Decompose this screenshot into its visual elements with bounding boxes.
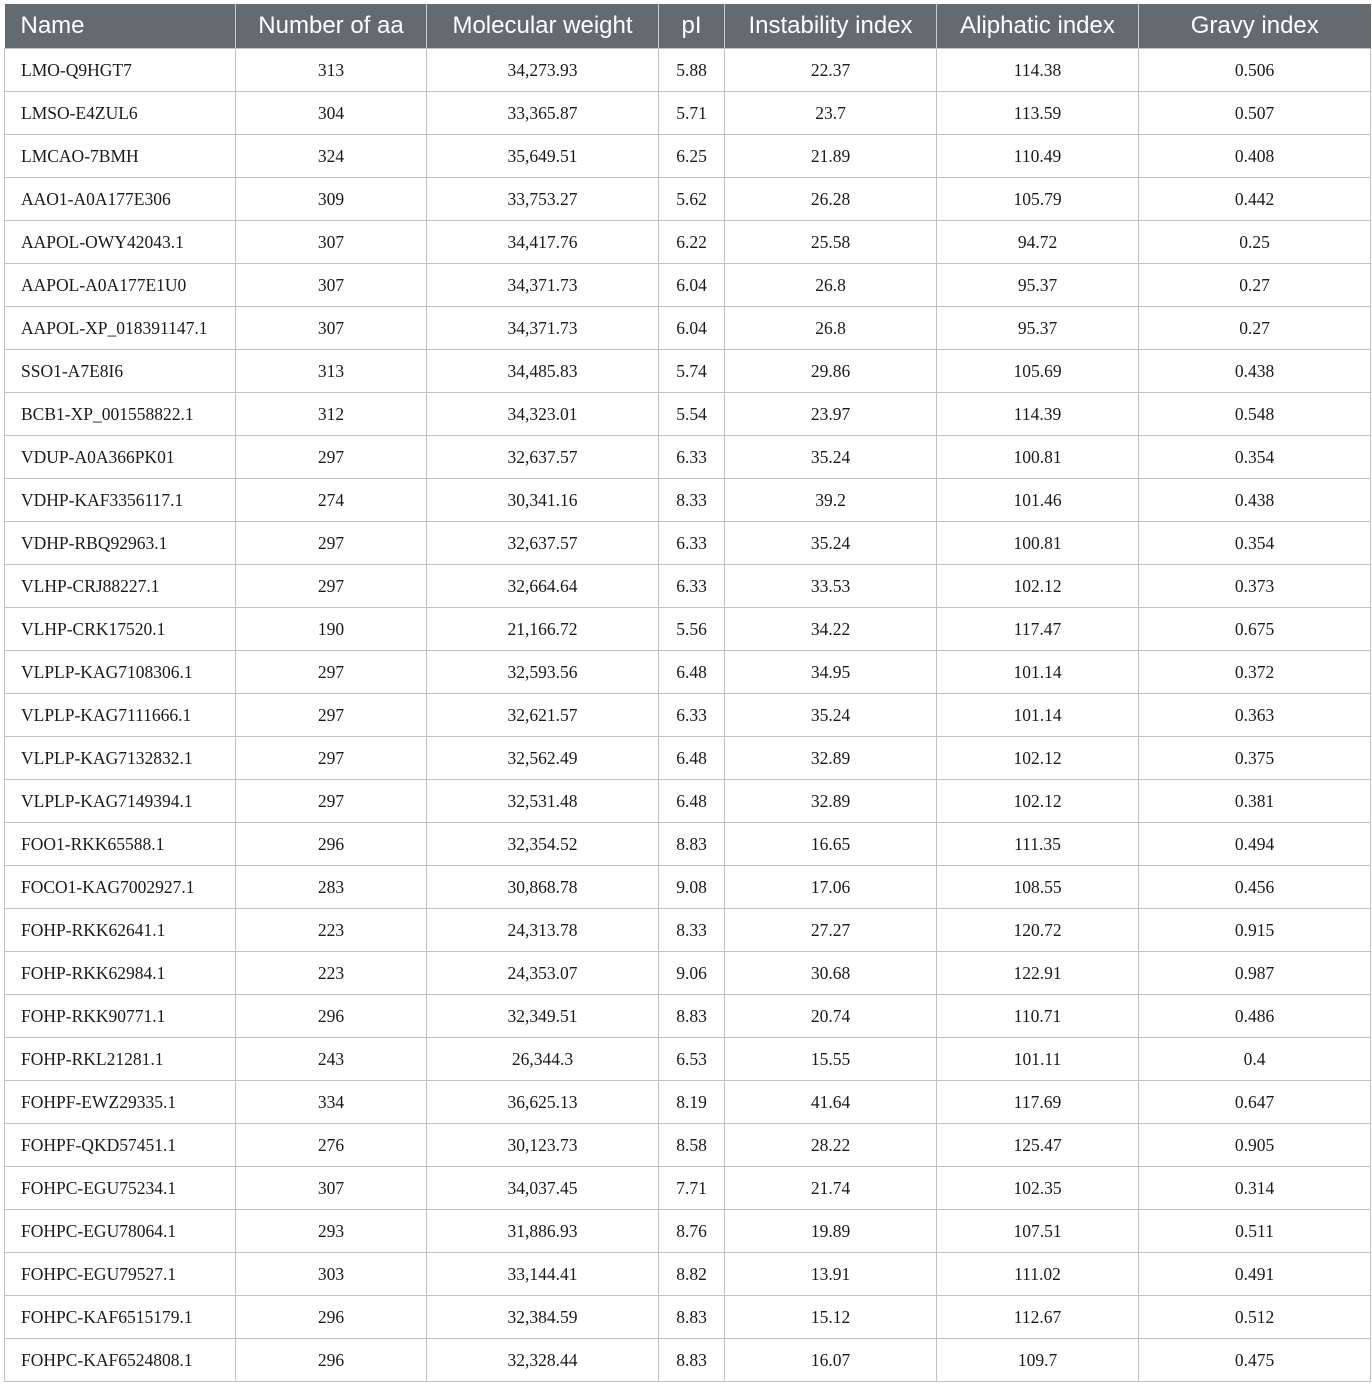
cell-pi: 5.88	[659, 49, 725, 92]
cell-molecular-weight: 33,753.27	[427, 178, 659, 221]
cell-aliphatic-index: 101.11	[937, 1038, 1139, 1081]
cell-gravy-index: 0.987	[1139, 952, 1371, 995]
cell-name: FOHP-RKK62641.1	[5, 909, 236, 952]
cell-molecular-weight: 32,562.49	[427, 737, 659, 780]
cell-name: FOHP-RKK90771.1	[5, 995, 236, 1038]
cell-number-of-aa: 283	[236, 866, 427, 909]
table-row	[5, 651, 1371, 694]
cell-number-of-aa: 297	[236, 737, 427, 780]
cell-gravy-index: 0.354	[1139, 436, 1371, 479]
cell-number-of-aa: 324	[236, 135, 427, 178]
cell-instability-index: 35.24	[725, 436, 937, 479]
cell-instability-index: 30.68	[725, 952, 937, 995]
table-row	[5, 1253, 1371, 1296]
cell-instability-index: 35.24	[725, 522, 937, 565]
cell-name: VLPLP-KAG7132832.1	[5, 737, 236, 780]
cell-name: AAPOL-OWY42043.1	[5, 221, 236, 264]
cell-gravy-index: 0.363	[1139, 694, 1371, 737]
cell-molecular-weight: 34,323.01	[427, 393, 659, 436]
cell-gravy-index: 0.475	[1139, 1339, 1371, 1382]
cell-pi: 5.62	[659, 178, 725, 221]
cell-aliphatic-index: 101.46	[937, 479, 1139, 522]
table-header	[5, 4, 1371, 49]
table-row	[5, 49, 1371, 92]
cell-gravy-index: 0.512	[1139, 1296, 1371, 1339]
table-row	[5, 565, 1371, 608]
cell-molecular-weight: 21,166.72	[427, 608, 659, 651]
cell-name: VDHP-KAF3356117.1	[5, 479, 236, 522]
cell-number-of-aa: 274	[236, 479, 427, 522]
cell-molecular-weight: 32,328.44	[427, 1339, 659, 1382]
cell-aliphatic-index: 107.51	[937, 1210, 1139, 1253]
cell-number-of-aa: 307	[236, 1167, 427, 1210]
cell-name: VLPLP-KAG7111666.1	[5, 694, 236, 737]
cell-pi: 6.53	[659, 1038, 725, 1081]
cell-name: FOHPC-KAF6515179.1	[5, 1296, 236, 1339]
cell-name: VLHP-CRJ88227.1	[5, 565, 236, 608]
cell-name: AAPOL-A0A177E1U0	[5, 264, 236, 307]
cell-pi: 8.76	[659, 1210, 725, 1253]
cell-instability-index: 39.2	[725, 479, 937, 522]
cell-pi: 6.22	[659, 221, 725, 264]
cell-instability-index: 21.74	[725, 1167, 937, 1210]
cell-pi: 5.54	[659, 393, 725, 436]
table-row	[5, 393, 1371, 436]
cell-molecular-weight: 34,371.73	[427, 307, 659, 350]
cell-number-of-aa: 309	[236, 178, 427, 221]
cell-number-of-aa: 297	[236, 651, 427, 694]
cell-gravy-index: 0.381	[1139, 780, 1371, 823]
cell-name: VDUP-A0A366PK01	[5, 436, 236, 479]
cell-pi: 5.71	[659, 92, 725, 135]
cell-aliphatic-index: 111.02	[937, 1253, 1139, 1296]
cell-gravy-index: 0.27	[1139, 307, 1371, 350]
cell-name: FOO1-RKK65588.1	[5, 823, 236, 866]
cell-number-of-aa: 296	[236, 1339, 427, 1382]
cell-gravy-index: 0.314	[1139, 1167, 1371, 1210]
cell-aliphatic-index: 108.55	[937, 866, 1139, 909]
cell-gravy-index: 0.408	[1139, 135, 1371, 178]
cell-name: LMCAO-7BMH	[5, 135, 236, 178]
cell-aliphatic-index: 101.14	[937, 694, 1139, 737]
cell-molecular-weight: 34,485.83	[427, 350, 659, 393]
table-row	[5, 1038, 1371, 1081]
table-row	[5, 780, 1371, 823]
cell-instability-index: 35.24	[725, 694, 937, 737]
cell-number-of-aa: 313	[236, 49, 427, 92]
table-row	[5, 264, 1371, 307]
table-row	[5, 92, 1371, 135]
cell-number-of-aa: 297	[236, 436, 427, 479]
cell-aliphatic-index: 117.47	[937, 608, 1139, 651]
cell-molecular-weight: 33,365.87	[427, 92, 659, 135]
table-row	[5, 694, 1371, 737]
cell-instability-index: 32.89	[725, 737, 937, 780]
header-row	[5, 4, 1371, 49]
cell-pi: 8.83	[659, 1339, 725, 1382]
table-body	[5, 49, 1371, 1382]
cell-pi: 8.58	[659, 1124, 725, 1167]
cell-instability-index: 27.27	[725, 909, 937, 952]
cell-gravy-index: 0.647	[1139, 1081, 1371, 1124]
cell-aliphatic-index: 100.81	[937, 522, 1139, 565]
cell-molecular-weight: 34,037.45	[427, 1167, 659, 1210]
table-row	[5, 221, 1371, 264]
cell-number-of-aa: 223	[236, 952, 427, 995]
table-row	[5, 1296, 1371, 1339]
table-row	[5, 737, 1371, 780]
cell-number-of-aa: 293	[236, 1210, 427, 1253]
cell-name: VLPLP-KAG7108306.1	[5, 651, 236, 694]
cell-aliphatic-index: 109.7	[937, 1339, 1139, 1382]
cell-aliphatic-index: 113.59	[937, 92, 1139, 135]
cell-number-of-aa: 190	[236, 608, 427, 651]
column-header-pi: pI	[659, 4, 725, 49]
cell-molecular-weight: 30,868.78	[427, 866, 659, 909]
table-row	[5, 479, 1371, 522]
cell-pi: 6.33	[659, 436, 725, 479]
cell-name: AAO1-A0A177E306	[5, 178, 236, 221]
table-row	[5, 350, 1371, 393]
cell-molecular-weight: 32,349.51	[427, 995, 659, 1038]
cell-pi: 6.25	[659, 135, 725, 178]
cell-number-of-aa: 307	[236, 264, 427, 307]
cell-instability-index: 26.8	[725, 307, 937, 350]
column-header-aliphatic-index: Aliphatic index	[937, 4, 1139, 49]
cell-gravy-index: 0.675	[1139, 608, 1371, 651]
cell-number-of-aa: 223	[236, 909, 427, 952]
cell-instability-index: 28.22	[725, 1124, 937, 1167]
cell-instability-index: 23.7	[725, 92, 937, 135]
cell-molecular-weight: 32,637.57	[427, 436, 659, 479]
cell-aliphatic-index: 100.81	[937, 436, 1139, 479]
cell-aliphatic-index: 102.12	[937, 737, 1139, 780]
cell-molecular-weight: 32,637.57	[427, 522, 659, 565]
cell-molecular-weight: 34,417.76	[427, 221, 659, 264]
cell-aliphatic-index: 102.12	[937, 780, 1139, 823]
cell-instability-index: 13.91	[725, 1253, 937, 1296]
cell-aliphatic-index: 114.39	[937, 393, 1139, 436]
table-row	[5, 1081, 1371, 1124]
table-row	[5, 995, 1371, 1038]
cell-number-of-aa: 313	[236, 350, 427, 393]
cell-number-of-aa: 296	[236, 823, 427, 866]
cell-instability-index: 41.64	[725, 1081, 937, 1124]
cell-name: FOHP-RKL21281.1	[5, 1038, 236, 1081]
cell-molecular-weight: 32,531.48	[427, 780, 659, 823]
table-row	[5, 952, 1371, 995]
table-row	[5, 823, 1371, 866]
cell-gravy-index: 0.25	[1139, 221, 1371, 264]
column-header-instability-index: Instability index	[725, 4, 937, 49]
cell-molecular-weight: 32,621.57	[427, 694, 659, 737]
cell-molecular-weight: 32,384.59	[427, 1296, 659, 1339]
cell-instability-index: 16.07	[725, 1339, 937, 1382]
cell-number-of-aa: 334	[236, 1081, 427, 1124]
cell-instability-index: 16.65	[725, 823, 937, 866]
cell-number-of-aa: 304	[236, 92, 427, 135]
cell-instability-index: 26.8	[725, 264, 937, 307]
column-header-number-of-aa: Number of aa	[236, 4, 427, 49]
cell-instability-index: 34.22	[725, 608, 937, 651]
cell-pi: 6.04	[659, 264, 725, 307]
cell-number-of-aa: 276	[236, 1124, 427, 1167]
table-row	[5, 866, 1371, 909]
protein-properties-table	[4, 4, 1371, 1382]
cell-gravy-index: 0.375	[1139, 737, 1371, 780]
table-row	[5, 909, 1371, 952]
cell-aliphatic-index: 102.12	[937, 565, 1139, 608]
cell-aliphatic-index: 95.37	[937, 307, 1139, 350]
cell-name: FOHP-RKK62984.1	[5, 952, 236, 995]
cell-pi: 6.33	[659, 565, 725, 608]
cell-molecular-weight: 34,273.93	[427, 49, 659, 92]
table-row	[5, 1210, 1371, 1253]
cell-aliphatic-index: 110.71	[937, 995, 1139, 1038]
cell-name: AAPOL-XP_018391147.1	[5, 307, 236, 350]
cell-name: BCB1-XP_001558822.1	[5, 393, 236, 436]
cell-number-of-aa: 297	[236, 565, 427, 608]
cell-gravy-index: 0.4	[1139, 1038, 1371, 1081]
cell-gravy-index: 0.373	[1139, 565, 1371, 608]
cell-aliphatic-index: 94.72	[937, 221, 1139, 264]
cell-name: FOHPC-KAF6524808.1	[5, 1339, 236, 1382]
cell-gravy-index: 0.438	[1139, 479, 1371, 522]
table-row	[5, 436, 1371, 479]
cell-gravy-index: 0.486	[1139, 995, 1371, 1038]
cell-gravy-index: 0.506	[1139, 49, 1371, 92]
cell-name: FOHPC-EGU78064.1	[5, 1210, 236, 1253]
cell-pi: 8.82	[659, 1253, 725, 1296]
cell-aliphatic-index: 102.35	[937, 1167, 1139, 1210]
cell-number-of-aa: 296	[236, 995, 427, 1038]
cell-aliphatic-index: 125.47	[937, 1124, 1139, 1167]
cell-aliphatic-index: 110.49	[937, 135, 1139, 178]
cell-gravy-index: 0.905	[1139, 1124, 1371, 1167]
table-row	[5, 1124, 1371, 1167]
cell-name: FOHPF-QKD57451.1	[5, 1124, 236, 1167]
table-row	[5, 1167, 1371, 1210]
cell-number-of-aa: 307	[236, 307, 427, 350]
cell-pi: 6.48	[659, 651, 725, 694]
cell-instability-index: 15.12	[725, 1296, 937, 1339]
cell-pi: 6.48	[659, 780, 725, 823]
cell-number-of-aa: 296	[236, 1296, 427, 1339]
cell-name: SSO1-A7E8I6	[5, 350, 236, 393]
cell-molecular-weight: 33,144.41	[427, 1253, 659, 1296]
cell-instability-index: 23.97	[725, 393, 937, 436]
cell-molecular-weight: 32,664.64	[427, 565, 659, 608]
cell-name: FOHPF-EWZ29335.1	[5, 1081, 236, 1124]
cell-pi: 5.74	[659, 350, 725, 393]
cell-pi: 6.33	[659, 522, 725, 565]
cell-gravy-index: 0.511	[1139, 1210, 1371, 1253]
table-row	[5, 178, 1371, 221]
cell-instability-index: 34.95	[725, 651, 937, 694]
cell-molecular-weight: 35,649.51	[427, 135, 659, 178]
cell-pi: 8.19	[659, 1081, 725, 1124]
cell-name: LMSO-E4ZUL6	[5, 92, 236, 135]
cell-aliphatic-index: 117.69	[937, 1081, 1139, 1124]
cell-number-of-aa: 297	[236, 780, 427, 823]
cell-pi: 8.33	[659, 909, 725, 952]
cell-pi: 5.56	[659, 608, 725, 651]
cell-instability-index: 15.55	[725, 1038, 937, 1081]
cell-instability-index: 25.58	[725, 221, 937, 264]
cell-instability-index: 21.89	[725, 135, 937, 178]
cell-number-of-aa: 297	[236, 694, 427, 737]
cell-pi: 8.83	[659, 995, 725, 1038]
cell-aliphatic-index: 95.37	[937, 264, 1139, 307]
cell-aliphatic-index: 122.91	[937, 952, 1139, 995]
cell-gravy-index: 0.354	[1139, 522, 1371, 565]
cell-instability-index: 26.28	[725, 178, 937, 221]
cell-number-of-aa: 297	[236, 522, 427, 565]
table-row	[5, 1339, 1371, 1382]
cell-aliphatic-index: 111.35	[937, 823, 1139, 866]
column-header-name: Name	[5, 4, 236, 49]
cell-aliphatic-index: 105.79	[937, 178, 1139, 221]
cell-gravy-index: 0.27	[1139, 264, 1371, 307]
cell-molecular-weight: 32,593.56	[427, 651, 659, 694]
cell-molecular-weight: 31,886.93	[427, 1210, 659, 1253]
cell-aliphatic-index: 101.14	[937, 651, 1139, 694]
cell-gravy-index: 0.507	[1139, 92, 1371, 135]
cell-instability-index: 19.89	[725, 1210, 937, 1253]
cell-instability-index: 32.89	[725, 780, 937, 823]
table-row	[5, 522, 1371, 565]
cell-number-of-aa: 312	[236, 393, 427, 436]
cell-molecular-weight: 34,371.73	[427, 264, 659, 307]
cell-pi: 8.83	[659, 823, 725, 866]
cell-pi: 6.04	[659, 307, 725, 350]
cell-instability-index: 17.06	[725, 866, 937, 909]
cell-name: VDHP-RBQ92963.1	[5, 522, 236, 565]
cell-aliphatic-index: 112.67	[937, 1296, 1139, 1339]
cell-gravy-index: 0.491	[1139, 1253, 1371, 1296]
column-header-gravy-index: Gravy index	[1139, 4, 1371, 49]
cell-instability-index: 29.86	[725, 350, 937, 393]
column-header-molecular-weight: Molecular weight	[427, 4, 659, 49]
cell-aliphatic-index: 114.38	[937, 49, 1139, 92]
cell-pi: 7.71	[659, 1167, 725, 1210]
cell-pi: 6.48	[659, 737, 725, 780]
cell-molecular-weight: 32,354.52	[427, 823, 659, 866]
cell-molecular-weight: 24,313.78	[427, 909, 659, 952]
cell-instability-index: 33.53	[725, 565, 937, 608]
cell-molecular-weight: 24,353.07	[427, 952, 659, 995]
cell-pi: 9.06	[659, 952, 725, 995]
cell-number-of-aa: 307	[236, 221, 427, 264]
cell-gravy-index: 0.548	[1139, 393, 1371, 436]
cell-name: VLPLP-KAG7149394.1	[5, 780, 236, 823]
cell-pi: 8.83	[659, 1296, 725, 1339]
cell-name: LMO-Q9HGT7	[5, 49, 236, 92]
cell-gravy-index: 0.438	[1139, 350, 1371, 393]
cell-name: VLHP-CRK17520.1	[5, 608, 236, 651]
cell-name: FOHPC-EGU79527.1	[5, 1253, 236, 1296]
cell-pi: 9.08	[659, 866, 725, 909]
cell-gravy-index: 0.442	[1139, 178, 1371, 221]
cell-pi: 8.33	[659, 479, 725, 522]
cell-gravy-index: 0.915	[1139, 909, 1371, 952]
cell-molecular-weight: 36,625.13	[427, 1081, 659, 1124]
cell-aliphatic-index: 120.72	[937, 909, 1139, 952]
cell-name: FOHPC-EGU75234.1	[5, 1167, 236, 1210]
cell-molecular-weight: 30,123.73	[427, 1124, 659, 1167]
table-row	[5, 307, 1371, 350]
cell-gravy-index: 0.494	[1139, 823, 1371, 866]
cell-pi: 6.33	[659, 694, 725, 737]
cell-gravy-index: 0.372	[1139, 651, 1371, 694]
table-row	[5, 135, 1371, 178]
cell-molecular-weight: 30,341.16	[427, 479, 659, 522]
cell-instability-index: 20.74	[725, 995, 937, 1038]
cell-aliphatic-index: 105.69	[937, 350, 1139, 393]
cell-gravy-index: 0.456	[1139, 866, 1371, 909]
cell-instability-index: 22.37	[725, 49, 937, 92]
table-row	[5, 608, 1371, 651]
cell-name: FOCO1-KAG7002927.1	[5, 866, 236, 909]
cell-number-of-aa: 243	[236, 1038, 427, 1081]
cell-number-of-aa: 303	[236, 1253, 427, 1296]
cell-molecular-weight: 26,344.3	[427, 1038, 659, 1081]
